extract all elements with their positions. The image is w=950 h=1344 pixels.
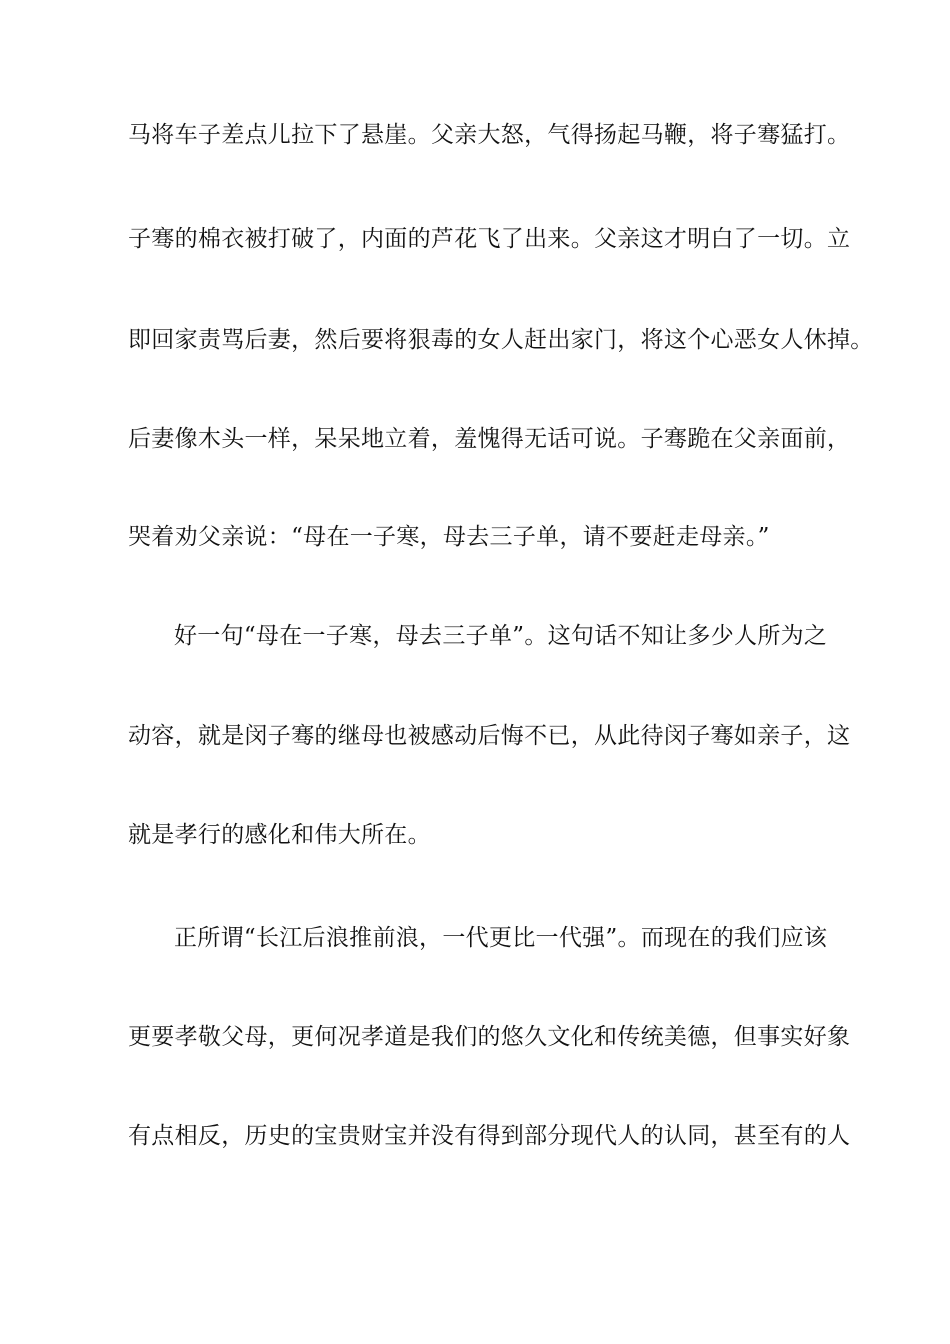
text-line: 就是孝行的感化和伟大所在。 bbox=[128, 822, 431, 848]
paragraph-first-line: 正所谓“长江后浪推前浪，一代更比一代强”。而现在的我们应该 bbox=[174, 925, 828, 951]
text-line: 马将车子差点儿拉下了悬崖。父亲大怒，气得扬起马鞭，将子骞猛打。 bbox=[128, 122, 851, 148]
text-line: 更要孝敬父母，更何况孝道是我们的悠久文化和传统美德，但事实好象 bbox=[128, 1024, 851, 1050]
text-line: 哭着劝父亲说：“母在一子寒，母去三子单，请不要赶走母亲。” bbox=[128, 524, 770, 550]
text-line: 后妻像木头一样，呆呆地立着，羞愧得无话可说。子骞跪在父亲面前， bbox=[128, 426, 851, 452]
text-line: 子骞的棉衣被打破了，内面的芦花飞了出来。父亲这才明白了一切。立 bbox=[128, 226, 851, 252]
text-line: 动容，就是闵子骞的继母也被感动后悔不已，从此待闵子骞如亲子，这 bbox=[128, 723, 851, 749]
text-line: 即回家责骂后妻，然后要将狠毒的女人赶出家门，将这个心恶女人休掉。 bbox=[128, 327, 874, 353]
paragraph-first-line: 好一句“母在一子寒，母去三子单”。这句话不知让多少人所为之 bbox=[174, 623, 828, 649]
text-line: 有点相反，历史的宝贵财宝并没有得到部分现代人的认同，甚至有的人 bbox=[128, 1123, 851, 1149]
